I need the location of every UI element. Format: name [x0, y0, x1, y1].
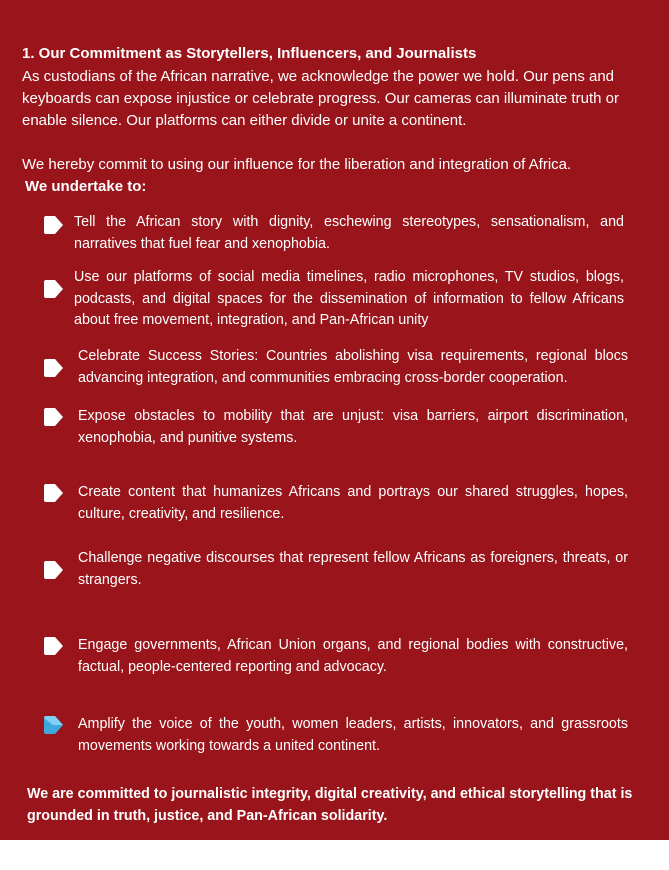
undertake-label: We undertake to:	[25, 178, 147, 195]
list-item-text: Use our platforms of social media timelines, radio microphones, TV studios, blogs, podcasts, and digital spaces for the dissemination of information to fellow Africans about free movement, integration, and Pan-African unity	[74, 269, 624, 328]
list-item-text: Create content that humanizes Africans and portrays our shared struggles, hopes, culture, creativity, and resilience.	[78, 484, 628, 522]
list-item-text: Expose obstacles to mobility that are unjust: visa barriers, airport discrimination, xenophobia, and punitive systems.	[78, 408, 628, 446]
list-item-text: Challenge negative discourses that represent fellow Africans as foreigners, threats, or strangers.	[78, 550, 628, 588]
commitment-statement: We hereby commit to using our influence for the liberation and integration of Africa.	[22, 156, 572, 173]
white-arrow-bullet-icon	[43, 407, 65, 427]
list-item-text: Tell the African story with dignity, eschewing stereotypes, sensationalism, and narratives that fuel fear and xenophobia.	[74, 214, 624, 252]
white-arrow-bullet-icon	[43, 358, 65, 378]
white-arrow-bullet-icon	[43, 636, 65, 656]
intro-paragraph: As custodians of the African narrative, we acknowledge the power we hold. Our pens and keyboards can expose injustice or celebrate progress. Our cameras can illuminate truth or enable silence. Our platforms can either divide or unite a continent.	[22, 68, 619, 129]
closing-statement: We are committed to journalistic integrity, digital creativity, and ethical storytelling that is grounded in truth, justice, and Pan-African solidarity.	[27, 786, 633, 824]
white-arrow-bullet-icon	[43, 483, 65, 503]
white-arrow-bullet-icon	[43, 560, 65, 580]
section-heading: 1. Our Commitment as Storytellers, Influencers, and Journalists	[22, 45, 477, 62]
white-arrow-bullet-icon	[43, 215, 65, 235]
white-arrow-bullet-icon	[43, 279, 65, 299]
list-item-text: Amplify the voice of the youth, women leaders, artists, innovators, and grassroots movements working towards a united continent.	[78, 716, 628, 754]
list-item-text: Engage governments, African Union organs, and regional bodies with constructive, factual, people-centered reporting and advocacy.	[78, 637, 628, 675]
blue-arrow-bullet-icon	[43, 715, 65, 735]
list-item-text: Celebrate Success Stories: Countries abolishing visa requirements, regional blocs advancing integration, and communities embracing cross-border cooperation.	[78, 348, 628, 386]
